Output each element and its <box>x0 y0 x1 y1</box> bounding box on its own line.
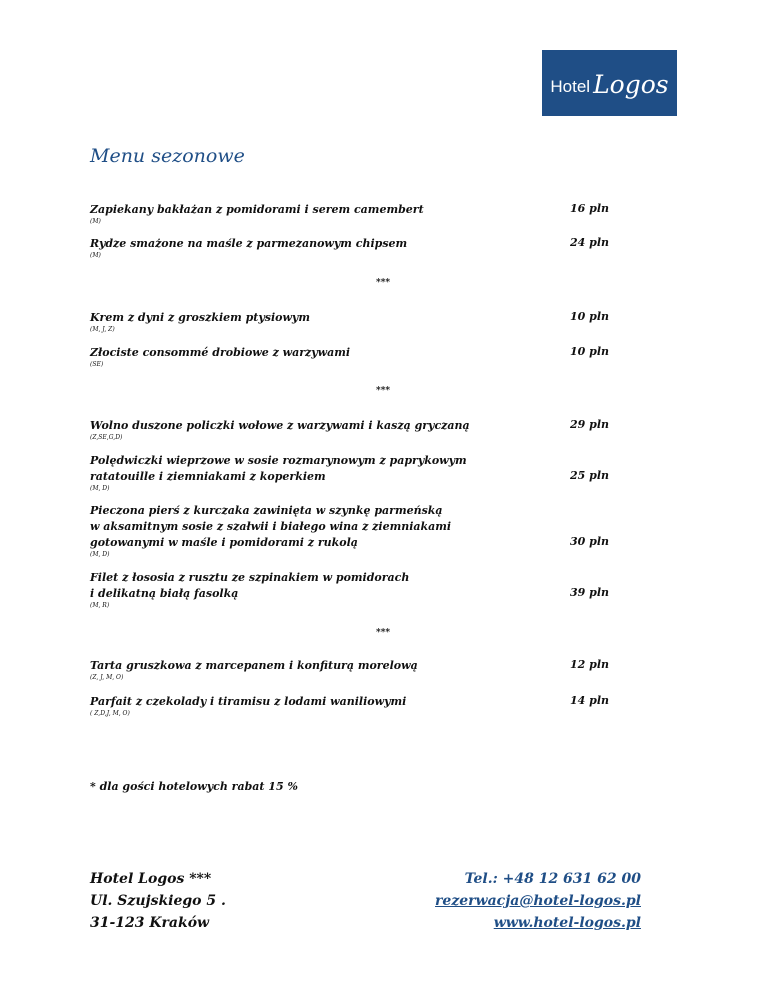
contact-website-link[interactable]: www.hotel-logos.pl <box>493 915 641 931</box>
menu-item-price: 29 pln <box>570 418 610 431</box>
menu-item-name: Krem z dyni z groszkiem ptysiowym <box>90 311 310 324</box>
menu-item-price: 10 pln <box>570 345 610 358</box>
menu-item <box>90 658 630 682</box>
menu-item-price: 24 pln <box>570 236 610 249</box>
menu-item-name: Zapiekany bakłażan z pomidorami i serem camembert <box>90 203 424 216</box>
menu-item-name: Polędwiczki wieprzowe w sosie rozmarynowym z paprykowym ratatouille i ziemniakami z koperkiem <box>90 454 467 483</box>
section-separator: *** <box>376 278 391 288</box>
contact-phone: Tel.: +48 12 631 62 00 <box>464 871 641 887</box>
menu-item <box>90 503 630 559</box>
menu-item-name: Tarta gruszkowa z marcepanem i konfiturą morelową <box>90 659 418 672</box>
menu-item <box>90 453 630 493</box>
menu-item-name: Rydze smażone na maśle z parmezanowym chipsem <box>90 237 408 250</box>
menu-item-allergens: (Z,SE,G,D) <box>90 434 123 441</box>
address-line-street: Ul. Szujskiego 5 . <box>90 893 226 909</box>
menu-item-price: 10 pln <box>570 310 610 323</box>
menu-item <box>90 236 630 260</box>
page-title: Menu sezonowe <box>90 145 245 167</box>
discount-note: * dla gości hotelowych rabat 15 % <box>90 780 298 793</box>
hotel-contact <box>435 868 641 934</box>
menu-item-allergens: (SE) <box>90 361 104 368</box>
menu-item <box>90 345 630 369</box>
menu-item-allergens: (M) <box>90 252 101 259</box>
menu-item-name: Pieczona pierś z kurczaka zawinięta w szynkę parmeńską w aksamitnym sosie z szałwii i białego wina z ziemniakami gotowanymi w maśle i pomidorami z rukolą <box>90 504 452 549</box>
menu-item-allergens: (M, R) <box>90 602 110 609</box>
section-separator: *** <box>376 628 391 638</box>
menu-item <box>90 418 630 442</box>
menu-item <box>90 310 630 334</box>
menu-item-price: 12 pln <box>570 658 610 671</box>
menu-item-name: Filet z łososia z rusztu ze szpinakiem w pomidorach i delikatną białą fasolką <box>90 571 410 600</box>
menu-item <box>90 570 630 610</box>
logo-word-logos: Logos <box>593 69 669 99</box>
menu-item-name: Wolno duszone policzki wołowe z warzywami i kaszą gryczaną <box>90 419 470 432</box>
hotel-logo <box>542 50 677 116</box>
menu-item-price: 30 pln <box>570 535 610 548</box>
contact-email-link[interactable]: rezerwacja@hotel-logos.pl <box>435 893 641 909</box>
menu-item <box>90 202 630 226</box>
menu-item-name: Parfait z czekolady i tiramisu z lodami waniliowymi <box>90 695 407 708</box>
menu-item-allergens: (M) <box>90 218 101 225</box>
menu-item-allergens: (M, D) <box>90 551 110 558</box>
address-line-name: Hotel Logos *** <box>90 871 212 887</box>
menu-item <box>90 694 630 718</box>
menu-item-name: Złociste consommé drobiowe z warzywami <box>90 346 351 359</box>
section-separator: *** <box>376 386 391 396</box>
address-line-city: 31-123 Kraków <box>90 915 210 931</box>
menu-item-price: 39 pln <box>570 586 610 599</box>
logo-word-hotel: Hotel <box>550 77 591 96</box>
menu-item-allergens: (Z, J, M, O) <box>90 674 124 681</box>
menu-item-allergens: (M, J, Z) <box>90 326 115 333</box>
menu-item-price: 25 pln <box>570 469 610 482</box>
menu-item-price: 14 pln <box>570 694 610 707</box>
hotel-address <box>90 868 226 934</box>
menu-item-price: 16 pln <box>570 202 610 215</box>
menu-item-allergens: ( Z,D,J, M, O) <box>90 710 130 717</box>
menu-item-allergens: (M, D) <box>90 485 110 492</box>
